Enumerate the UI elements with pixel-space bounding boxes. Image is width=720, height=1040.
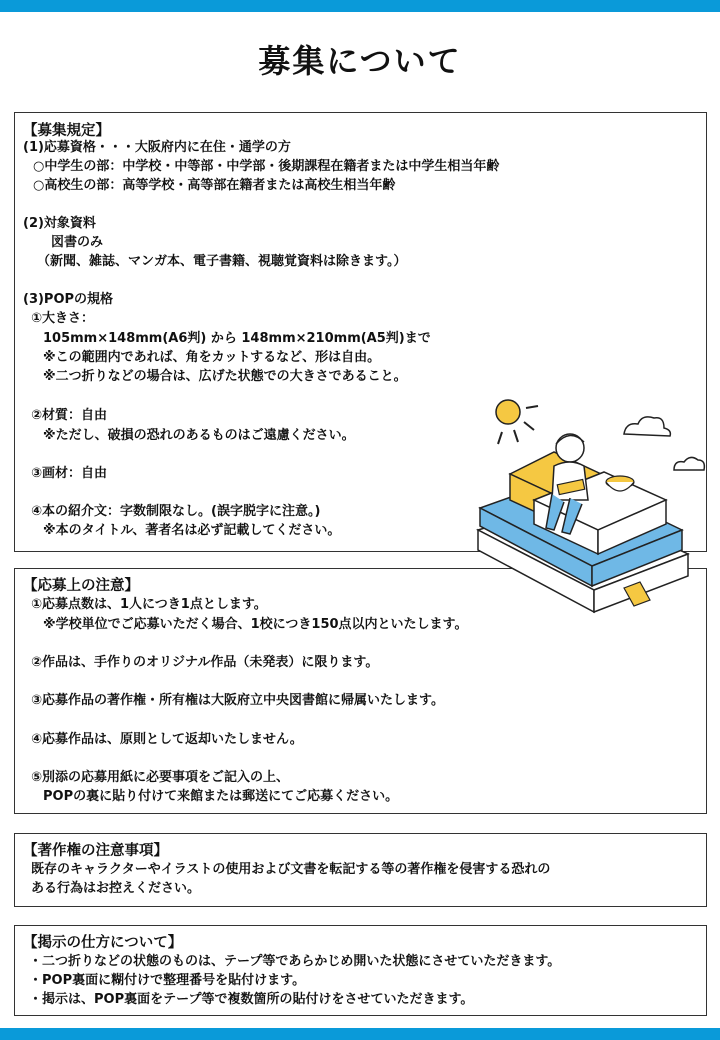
display-heading: 【掲示の仕方について】 bbox=[23, 935, 183, 951]
display-line: ・POP裏面に糊付けで整理番号を貼付けます。 bbox=[29, 973, 306, 988]
rules-line: ①大きさ： bbox=[31, 311, 95, 326]
rules-heading: 【募集規定】 bbox=[23, 123, 110, 139]
rules-line: ③画材：自由 bbox=[31, 466, 108, 481]
rules-line: ※この範囲内であれば、角をカットするなど、形は自由。 bbox=[43, 350, 381, 365]
page-title: 募集について bbox=[258, 42, 462, 80]
rules-line: 105mm×148mm(A6判) から 148mm×210mm(A5判)まで bbox=[43, 331, 431, 346]
rules-line: ○中学生の部：中学校・中等部・中学部・後期課程在籍者または中学生相当年齢 bbox=[33, 159, 500, 174]
notes-line: POPの裏に貼り付けて来館または郵送にてご応募ください。 bbox=[43, 789, 399, 804]
sun-icon bbox=[496, 400, 538, 444]
rules-line: (2)対象資料 bbox=[23, 216, 96, 231]
rules-line: (1)応募資格・・・大阪府内に在住・通学の方 bbox=[23, 140, 291, 155]
rules-line: ※本のタイトル、著者名は必ず記載してください。 bbox=[43, 523, 341, 538]
rules-line: ④本の紹介文：字数制限なし。(誤字脱字に注意。) bbox=[31, 504, 321, 519]
notes-line: ③応募作品の著作権・所有権は大阪府立中央図書館に帰属いたします。 bbox=[31, 693, 444, 708]
display-method-box bbox=[14, 925, 707, 1016]
notes-line: ※学校単位でご応募いただく場合、1校につき150点以内といたします。 bbox=[43, 617, 468, 632]
reading-person-on-bed-illustration bbox=[474, 390, 714, 630]
rules-line: 図書のみ bbox=[51, 235, 104, 250]
rules-line: （新聞、雑誌、マンガ本、電子書籍、視聴覚資料は除きます。） bbox=[37, 254, 407, 269]
bottom-stripe bbox=[0, 1028, 720, 1040]
notes-line: ②作品は、手作りのオリジナル作品（未発表）に限ります。 bbox=[31, 655, 379, 670]
notes-line: ④応募作品は、原則として返却いたしません。 bbox=[31, 732, 303, 747]
cloud-icon bbox=[674, 457, 704, 470]
cloud-icon bbox=[624, 417, 670, 436]
copyright-line: 既存のキャラクターやイラストの使用および文書を転記する等の著作権を侵害する恐れの bbox=[31, 862, 551, 877]
display-line: ・二つ折りなどの状態のものは、テープ等であらかじめ開いた状態にさせていただきます。 bbox=[29, 954, 561, 969]
rules-line: (3)POPの規格 bbox=[23, 292, 114, 307]
display-line: ・掲示は、POP裏面をテープ等で複数箇所の貼付けをさせていただきます。 bbox=[29, 992, 474, 1007]
rules-line: ○高校生の部：高等学校・高等部在籍者または高校生相当年齢 bbox=[33, 178, 396, 193]
notes-line: ⑤別添の応募用紙に必要事項をご記入の上、 bbox=[31, 770, 290, 785]
notes-heading: 【応募上の注意】 bbox=[23, 578, 139, 594]
copyright-line: ある行為はお控えください。 bbox=[31, 881, 201, 896]
copyright-notes-box bbox=[14, 833, 707, 907]
rules-line: ②材質：自由 bbox=[31, 408, 108, 423]
notes-line: ①応募点数は、1人につき1点とします。 bbox=[31, 597, 267, 612]
copyright-heading: 【著作権の注意事項】 bbox=[23, 843, 168, 859]
rules-line: ※二つ折りなどの場合は、広げた状態での大きさであること。 bbox=[43, 369, 407, 384]
rules-line: ※ただし、破損の恐れのあるものはご遠慮ください。 bbox=[43, 428, 355, 443]
top-stripe bbox=[0, 0, 720, 12]
